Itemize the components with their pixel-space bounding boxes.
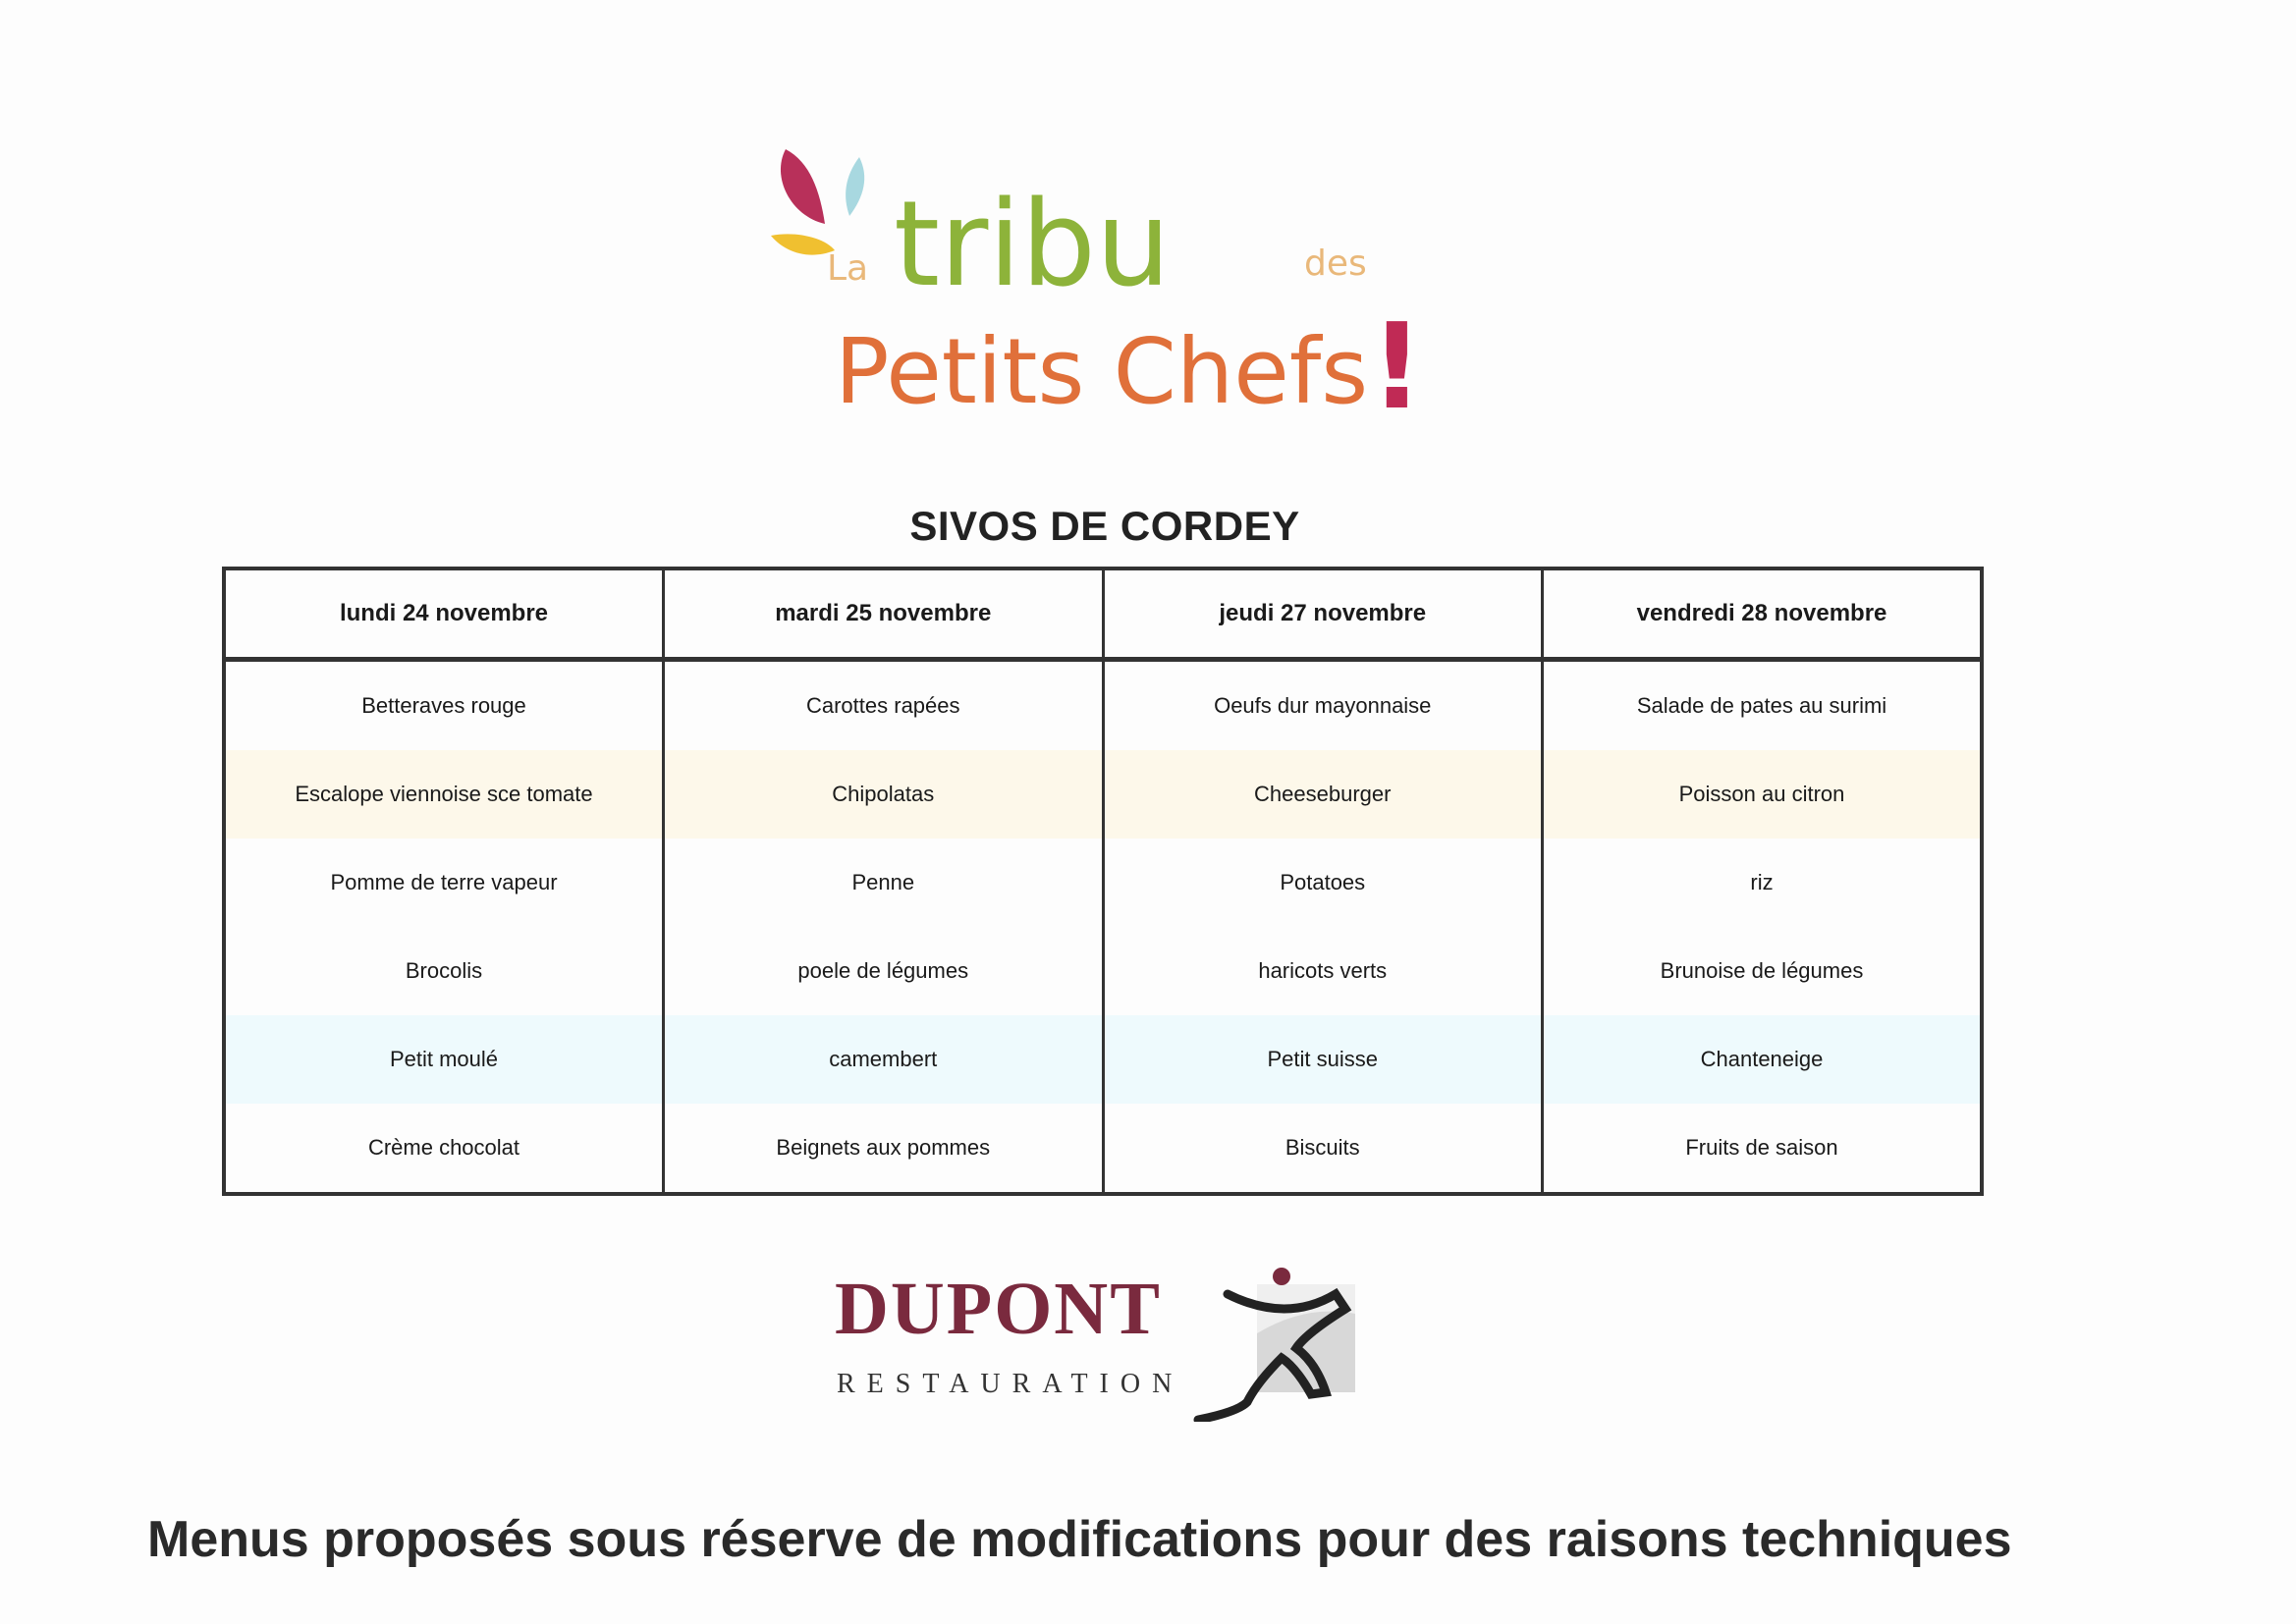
logo-word-petits-chefs: Petits Chefs [835,319,1369,424]
dupont-restauration-logo [825,1255,1394,1422]
day-header: vendredi 28 novembre [1543,568,1983,660]
menu-cell: Penne [664,839,1104,927]
menu-cell: Cheeseburger [1103,750,1543,839]
dupont-brand-text: DUPONT [835,1268,1162,1350]
dancing-chef-icon [1198,1268,1355,1420]
dupont-subtitle-text: RESTAURATION [837,1369,1184,1399]
menu-table [222,567,1984,1196]
menu-cell: Potatoes [1103,839,1543,927]
menu-cell: Betteraves rouge [224,660,664,751]
menu-cell: Beignets aux pommes [664,1104,1104,1194]
menu-cell: Petit suisse [1103,1015,1543,1104]
menu-header-row [224,568,1982,660]
menu-row-dairy [224,1015,1982,1104]
menu-row-main [224,750,1982,839]
page-title: SIVOS DE CORDEY [909,503,1300,549]
leaves-icon [771,149,864,255]
menu-cell: Escalope viennoise sce tomate [224,750,664,839]
menu-cell: Biscuits [1103,1104,1543,1194]
day-header: jeudi 27 novembre [1103,568,1543,660]
day-header: lundi 24 novembre [224,568,664,660]
logo-word-tribu: tribu [894,177,1171,313]
menu-cell: Chanteneige [1543,1015,1983,1104]
menu-cell: Poisson au citron [1543,750,1983,839]
menu-cell: haricots verts [1103,927,1543,1015]
logo-word-exclaim: ! [1370,299,1424,432]
menu-cell: Crème chocolat [224,1104,664,1194]
menu-cell: Brocolis [224,927,664,1015]
menu-cell: Brunoise de légumes [1543,927,1983,1015]
menu-row-dessert [224,1104,1982,1194]
menu-cell: riz [1543,839,1983,927]
menu-row-side [224,839,1982,927]
logo-word-la: La [827,248,869,289]
menu-cell: poele de légumes [664,927,1104,1015]
menu-cell: Salade de pates au surimi [1543,660,1983,751]
menu-cell: Carottes rapées [664,660,1104,751]
menu-cell: camembert [664,1015,1104,1104]
day-header: mardi 25 novembre [664,568,1104,660]
tribu-des-petits-chefs-logo [766,137,1434,432]
menu-cell: Petit moulé [224,1015,664,1104]
menu-row-vegetable [224,927,1982,1015]
menu-row-starter [224,660,1982,751]
disclaimer-text: Menus proposés sous réserve de modifications pour des raisons techniques [147,1511,2012,1568]
menu-cell: Chipolatas [664,750,1104,839]
menu-cell: Pomme de terre vapeur [224,839,664,927]
menu-cell: Fruits de saison [1543,1104,1983,1194]
logo-word-des: des [1304,244,1367,284]
menu-cell: Oeufs dur mayonnaise [1103,660,1543,751]
